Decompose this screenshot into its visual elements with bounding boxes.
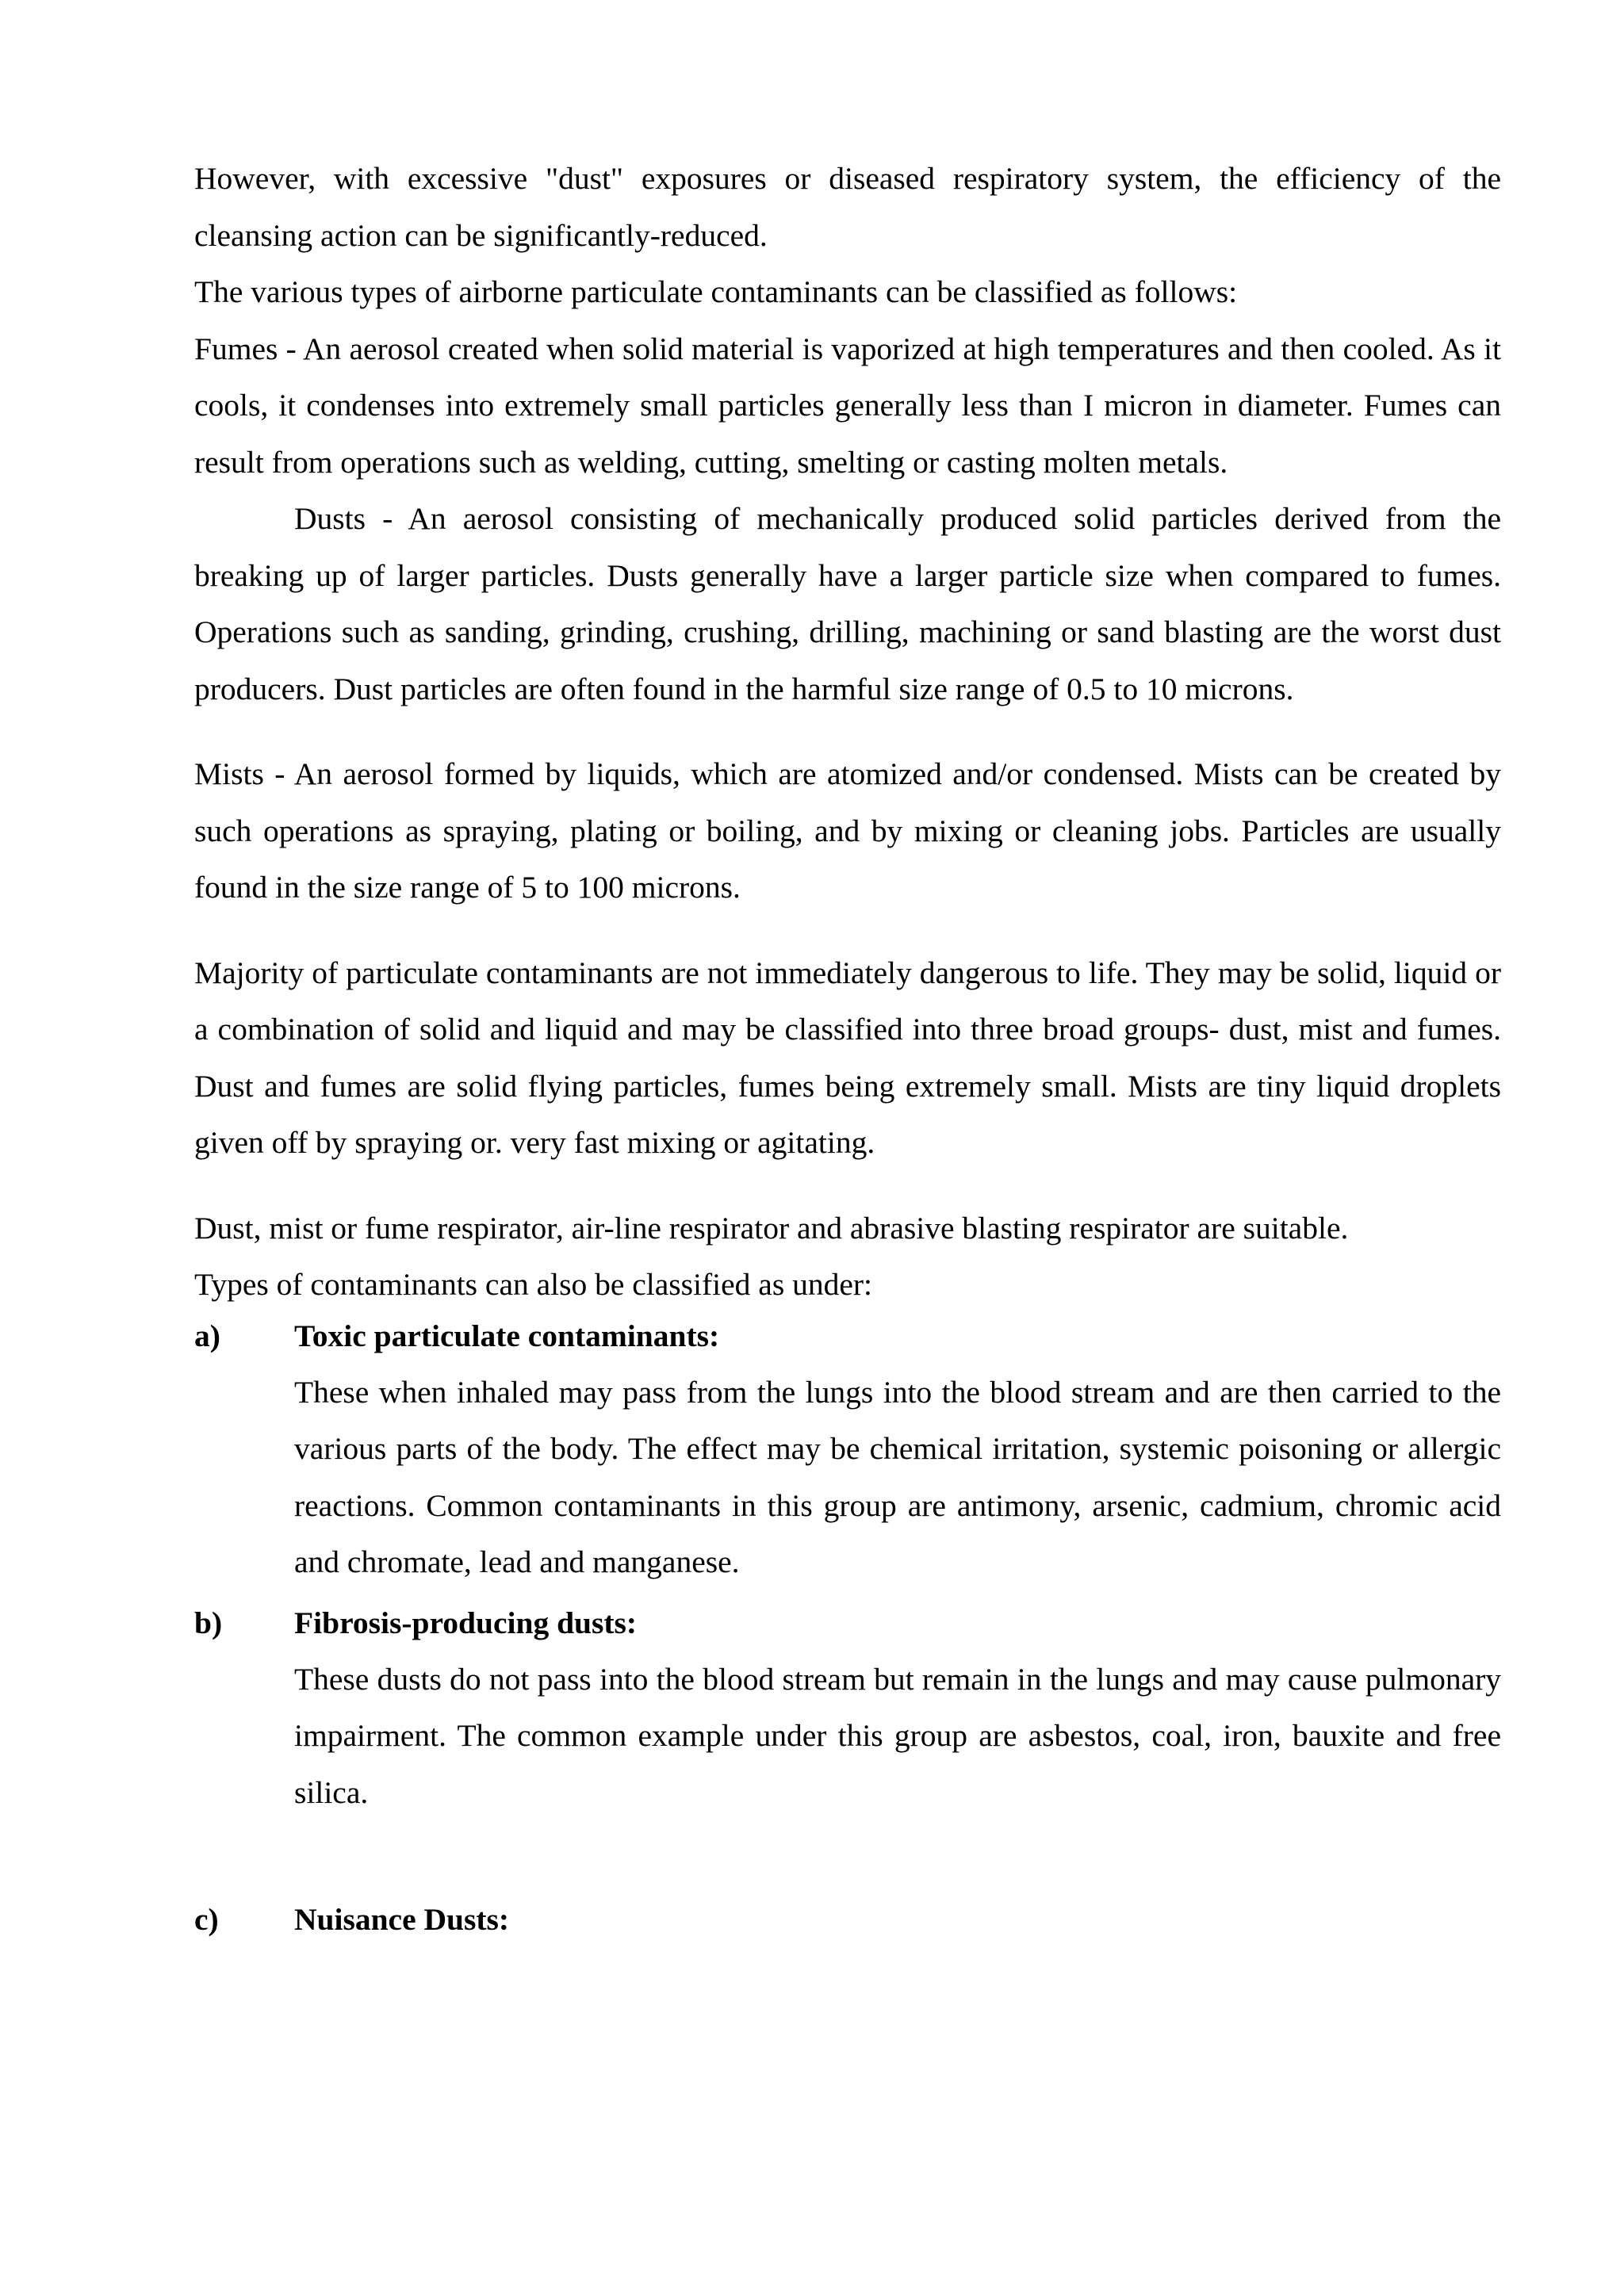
- list-item-c: [194, 1897, 1501, 1942]
- respirators-paragraph: Dust, mist or fume respirator, air-line respirator and abrasive blasting respirator are suitable.: [194, 1210, 1349, 1246]
- list-item-letter: c): [194, 1902, 219, 1937]
- list-item-body: These when inhaled may pass from the lungs into the blood stream and are then carried to the various parts of the body. The effect may be chemical irritation, systemic poisoning or allergic reactions. Common contaminants in this group are antimony, arsenic, cadmium, chromic acid and chromate, lead and manganese.: [294, 1374, 1501, 1579]
- majority-paragraph: Majority of particulate contaminants are not immediately dangerous to life. They may be solid, liquid or a combination of solid and liquid and may be classified into three broad groups- dust, mist and fumes. Dust and fumes are solid flying particles, fumes being extremely small. Mists are tiny liquid droplets given off by spraying or. very fast mixing or agitating.: [194, 955, 1501, 1160]
- classification-paragraph: Types of contaminants can also be classified as under:: [194, 1267, 872, 1302]
- document-page: [194, 151, 1501, 1942]
- list-item-heading: [194, 1897, 1501, 1942]
- list-item-letter: b): [194, 1605, 223, 1640]
- list-item-title: Nuisance Dusts:: [294, 1902, 510, 1937]
- types-intro-paragraph: The various types of airborne particulate contaminants can be classified as follows:: [194, 274, 1238, 309]
- list-item-heading: [194, 1314, 1501, 1358]
- dusts-paragraph: Dusts - An aerosol consisting of mechanically produced solid particles derived from the breaking up of larger particles. Dusts generally have a larger particle size when compared to fumes. Operations such as sanding, grinding, crushing, drilling, machining or sand blasting are the worst dust producers. Dust particles are often found in the harmful size range of 0.5 to 10 microns.: [194, 501, 1501, 706]
- mists-paragraph: Mists - An aerosol formed by liquids, which are atomized and/or condensed. Mists can be created by such operations as spraying, plating or boiling, and by mixing or cleaning jobs. Particles are usually found in the size range of 5 to 100 microns.: [194, 756, 1501, 905]
- list-item-title: Toxic particulate contaminants:: [294, 1318, 720, 1353]
- list-item-a: [194, 1314, 1501, 1591]
- intro-paragraph: However, with excessive "dust" exposures or diseased respiratory system, the efficiency of the cleansing action can be significantly-reduced.: [194, 161, 1501, 253]
- list-item-b: [194, 1601, 1501, 1822]
- fumes-paragraph: Fumes - An aerosol created when solid material is vaporized at high temperatures and then cooled. As it cools, it condenses into extremely small particles generally less than I micron in diameter. Fumes can result from operations such as welding, cutting, smelting or casting molten metals.: [194, 331, 1501, 480]
- list-item-heading: [194, 1601, 1501, 1645]
- list-item-title: Fibrosis-producing dusts:: [294, 1605, 638, 1640]
- list-item-body: These dusts do not pass into the blood stream but remain in the lungs and may cause pulmonary impairment. The common example under this group are asbestos, coal, iron, bauxite and free silica.: [294, 1661, 1501, 1810]
- list-item-letter: a): [194, 1318, 220, 1353]
